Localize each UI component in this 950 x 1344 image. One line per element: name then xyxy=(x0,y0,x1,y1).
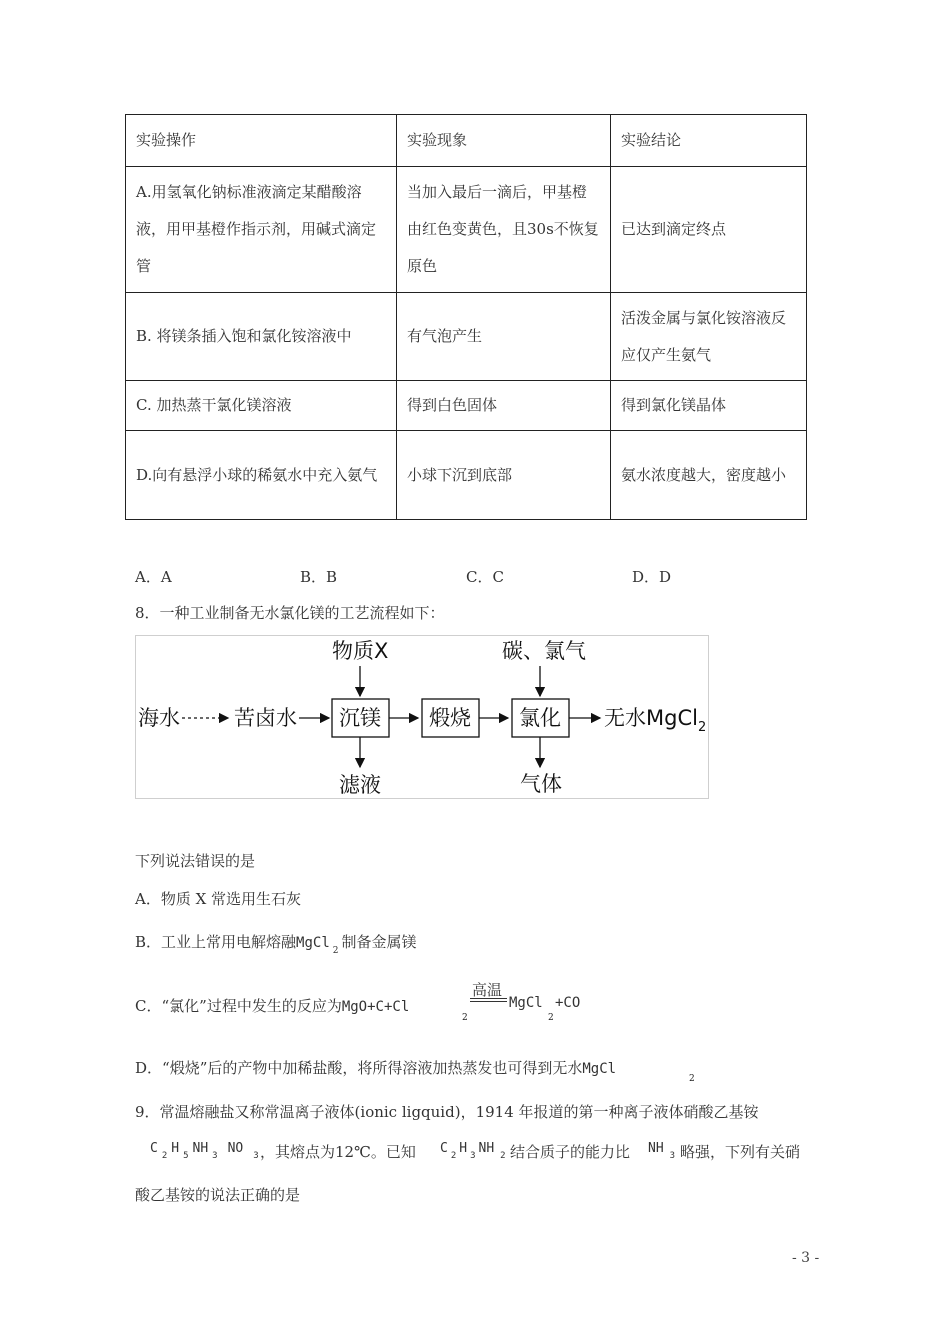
q9-text-mid2: 结合质子的能力比 xyxy=(510,1143,631,1161)
formula-sub: 2 xyxy=(161,1151,168,1161)
row-d-operation: D.向有悬浮小球的稀氨水中充入氨气 xyxy=(126,431,397,520)
formula-sub: 3 xyxy=(212,1151,218,1161)
flow-product-sub: 2 xyxy=(697,720,707,735)
row-c-operation: C. 加热蒸干氯化镁溶液 xyxy=(126,381,397,431)
flow-precipitate: 沉镁 xyxy=(339,706,381,730)
row-d-phenomenon: 小球下沉到底部 xyxy=(397,431,611,520)
table-row xyxy=(126,167,807,293)
row-d-conclusion: 氨水浓度越大，密度越小 xyxy=(611,431,807,520)
reaction-line-bottom xyxy=(470,1001,507,1002)
header-phenomenon: 实验现象 xyxy=(397,115,611,167)
flow-chlorinate: 氯化 xyxy=(519,706,561,730)
q8-option-a: A．物质 X 常选用生石灰 xyxy=(135,890,302,908)
row-c-conclusion: 得到氯化镁晶体 xyxy=(611,381,807,431)
table-header-row xyxy=(126,115,807,167)
table-row xyxy=(126,381,807,431)
flow-gas: 气体 xyxy=(520,772,562,796)
q8-option-d-formula: MgCl xyxy=(582,1061,617,1077)
q8-option-c-sub2: 2 xyxy=(548,1013,554,1023)
q8-option-c xyxy=(135,995,409,1016)
header-conclusion: 实验结论 xyxy=(611,115,807,167)
q8-option-c-condition: 高温 xyxy=(472,981,503,999)
table-row xyxy=(126,293,807,381)
q9-line1: 9．常温熔融盐又称常温离子液体(ionic ligquid)，1914 年报道的第一种离子液体硝酸乙基铵 xyxy=(135,1103,759,1121)
row-a-conclusion: 已达到滴定终点 xyxy=(611,167,807,293)
row-b-operation: B. 将镁条插入饱和氯化铵溶液中 xyxy=(126,293,397,381)
q8-stem: 8．一种工业制备无水氯化镁的工艺流程如下： xyxy=(135,604,445,622)
q8-option-b-text: B．工业上常用电解熔融 xyxy=(135,933,297,951)
q8-option-b-formula: MgCl xyxy=(296,935,330,951)
header-operation: 实验操作 xyxy=(126,115,397,167)
q8-option-c-sub1: 2 xyxy=(462,1013,468,1023)
formula-sub: 3 xyxy=(669,1151,676,1161)
process-flow-diagram xyxy=(135,635,709,799)
flow-brine: 苦卤水 xyxy=(234,706,297,730)
q8-option-d-text: D．“煅烧”后的产物中加稀盐酸，将所得溶液加热蒸发也可得到无水 xyxy=(135,1059,583,1077)
flow-product-text: 无水MgCl xyxy=(604,706,698,730)
q8-question: 下列说法错误的是 xyxy=(135,852,256,870)
q8-option-b-tail: 制备金属镁 xyxy=(341,933,417,951)
q9-formula-2 xyxy=(440,1141,508,1161)
q7-option-b: B．B xyxy=(300,568,338,586)
flow-product xyxy=(604,706,706,735)
q8-option-c-product: MgCl xyxy=(509,995,543,1011)
experiment-table xyxy=(125,114,807,520)
q8-option-c-text: C．“氯化”过程中发生的反应为 xyxy=(135,997,342,1015)
q8-option-b-sub: 2 xyxy=(332,946,339,956)
row-b-phenomenon: 有气泡产生 xyxy=(397,293,611,381)
reaction-line-top xyxy=(470,998,507,999)
formula-part: H xyxy=(459,1141,468,1156)
formula-part: NH xyxy=(478,1141,495,1156)
flow-diagram-graphics xyxy=(136,636,708,798)
q8-option-b xyxy=(135,931,417,956)
q8-option-d-sub: 2 xyxy=(689,1074,695,1084)
formula-part: NH xyxy=(192,1141,209,1156)
q8-option-c-tail: +CO xyxy=(555,995,581,1011)
formula-part: C xyxy=(150,1141,158,1156)
formula-sub: 3 xyxy=(253,1151,259,1161)
page-number: - 3 - xyxy=(792,1250,820,1266)
row-a-phenomenon: 当加入最后一滴后，甲基橙由红色变黄色，且30s不恢复原色 xyxy=(397,167,611,293)
formula-sub: 5 xyxy=(183,1151,189,1161)
formula-sub: 2 xyxy=(450,1151,457,1161)
row-b-conclusion: 活泼金属与氯化铵溶液反应仅产生氨气 xyxy=(611,293,807,381)
flow-seawater: 海水 xyxy=(138,706,180,730)
q8-option-c-reactants: MgO+C+Cl xyxy=(341,999,410,1015)
row-a-operation: A.用氢氧化钠标准液滴定某醋酸溶液，用甲基橙作指示剂，用碱式滴定管 xyxy=(126,167,397,293)
flow-calcine: 煅烧 xyxy=(429,706,471,730)
q9-formula-1 xyxy=(150,1141,263,1161)
row-c-phenomenon: 得到白色固体 xyxy=(397,381,611,431)
formula-sub: 3 xyxy=(470,1151,476,1161)
q7-option-a: A．A xyxy=(135,568,172,586)
q9-formula-3 xyxy=(648,1141,677,1161)
formula-part: NO xyxy=(227,1141,244,1156)
flow-filtrate: 滤液 xyxy=(339,773,381,797)
flow-substance-x: 物质X xyxy=(332,639,389,663)
q9-text-mid1: ，其熔点为12℃。已知 xyxy=(260,1143,416,1161)
formula-part: NH xyxy=(648,1141,664,1156)
formula-part: C xyxy=(440,1141,448,1156)
formula-sub: 2 xyxy=(500,1151,506,1161)
q9-line3: 酸乙基铵的说法正确的是 xyxy=(135,1186,301,1204)
q8-option-d xyxy=(135,1057,616,1078)
q7-option-c: C．C xyxy=(466,568,504,586)
flow-carbon-chlorine: 碳、氯气 xyxy=(502,639,586,663)
q7-option-d: D．D xyxy=(632,568,672,586)
q9-text-tail: 略强，下列有关硝 xyxy=(680,1143,801,1161)
table-row xyxy=(126,431,807,520)
formula-part: H xyxy=(171,1141,180,1156)
